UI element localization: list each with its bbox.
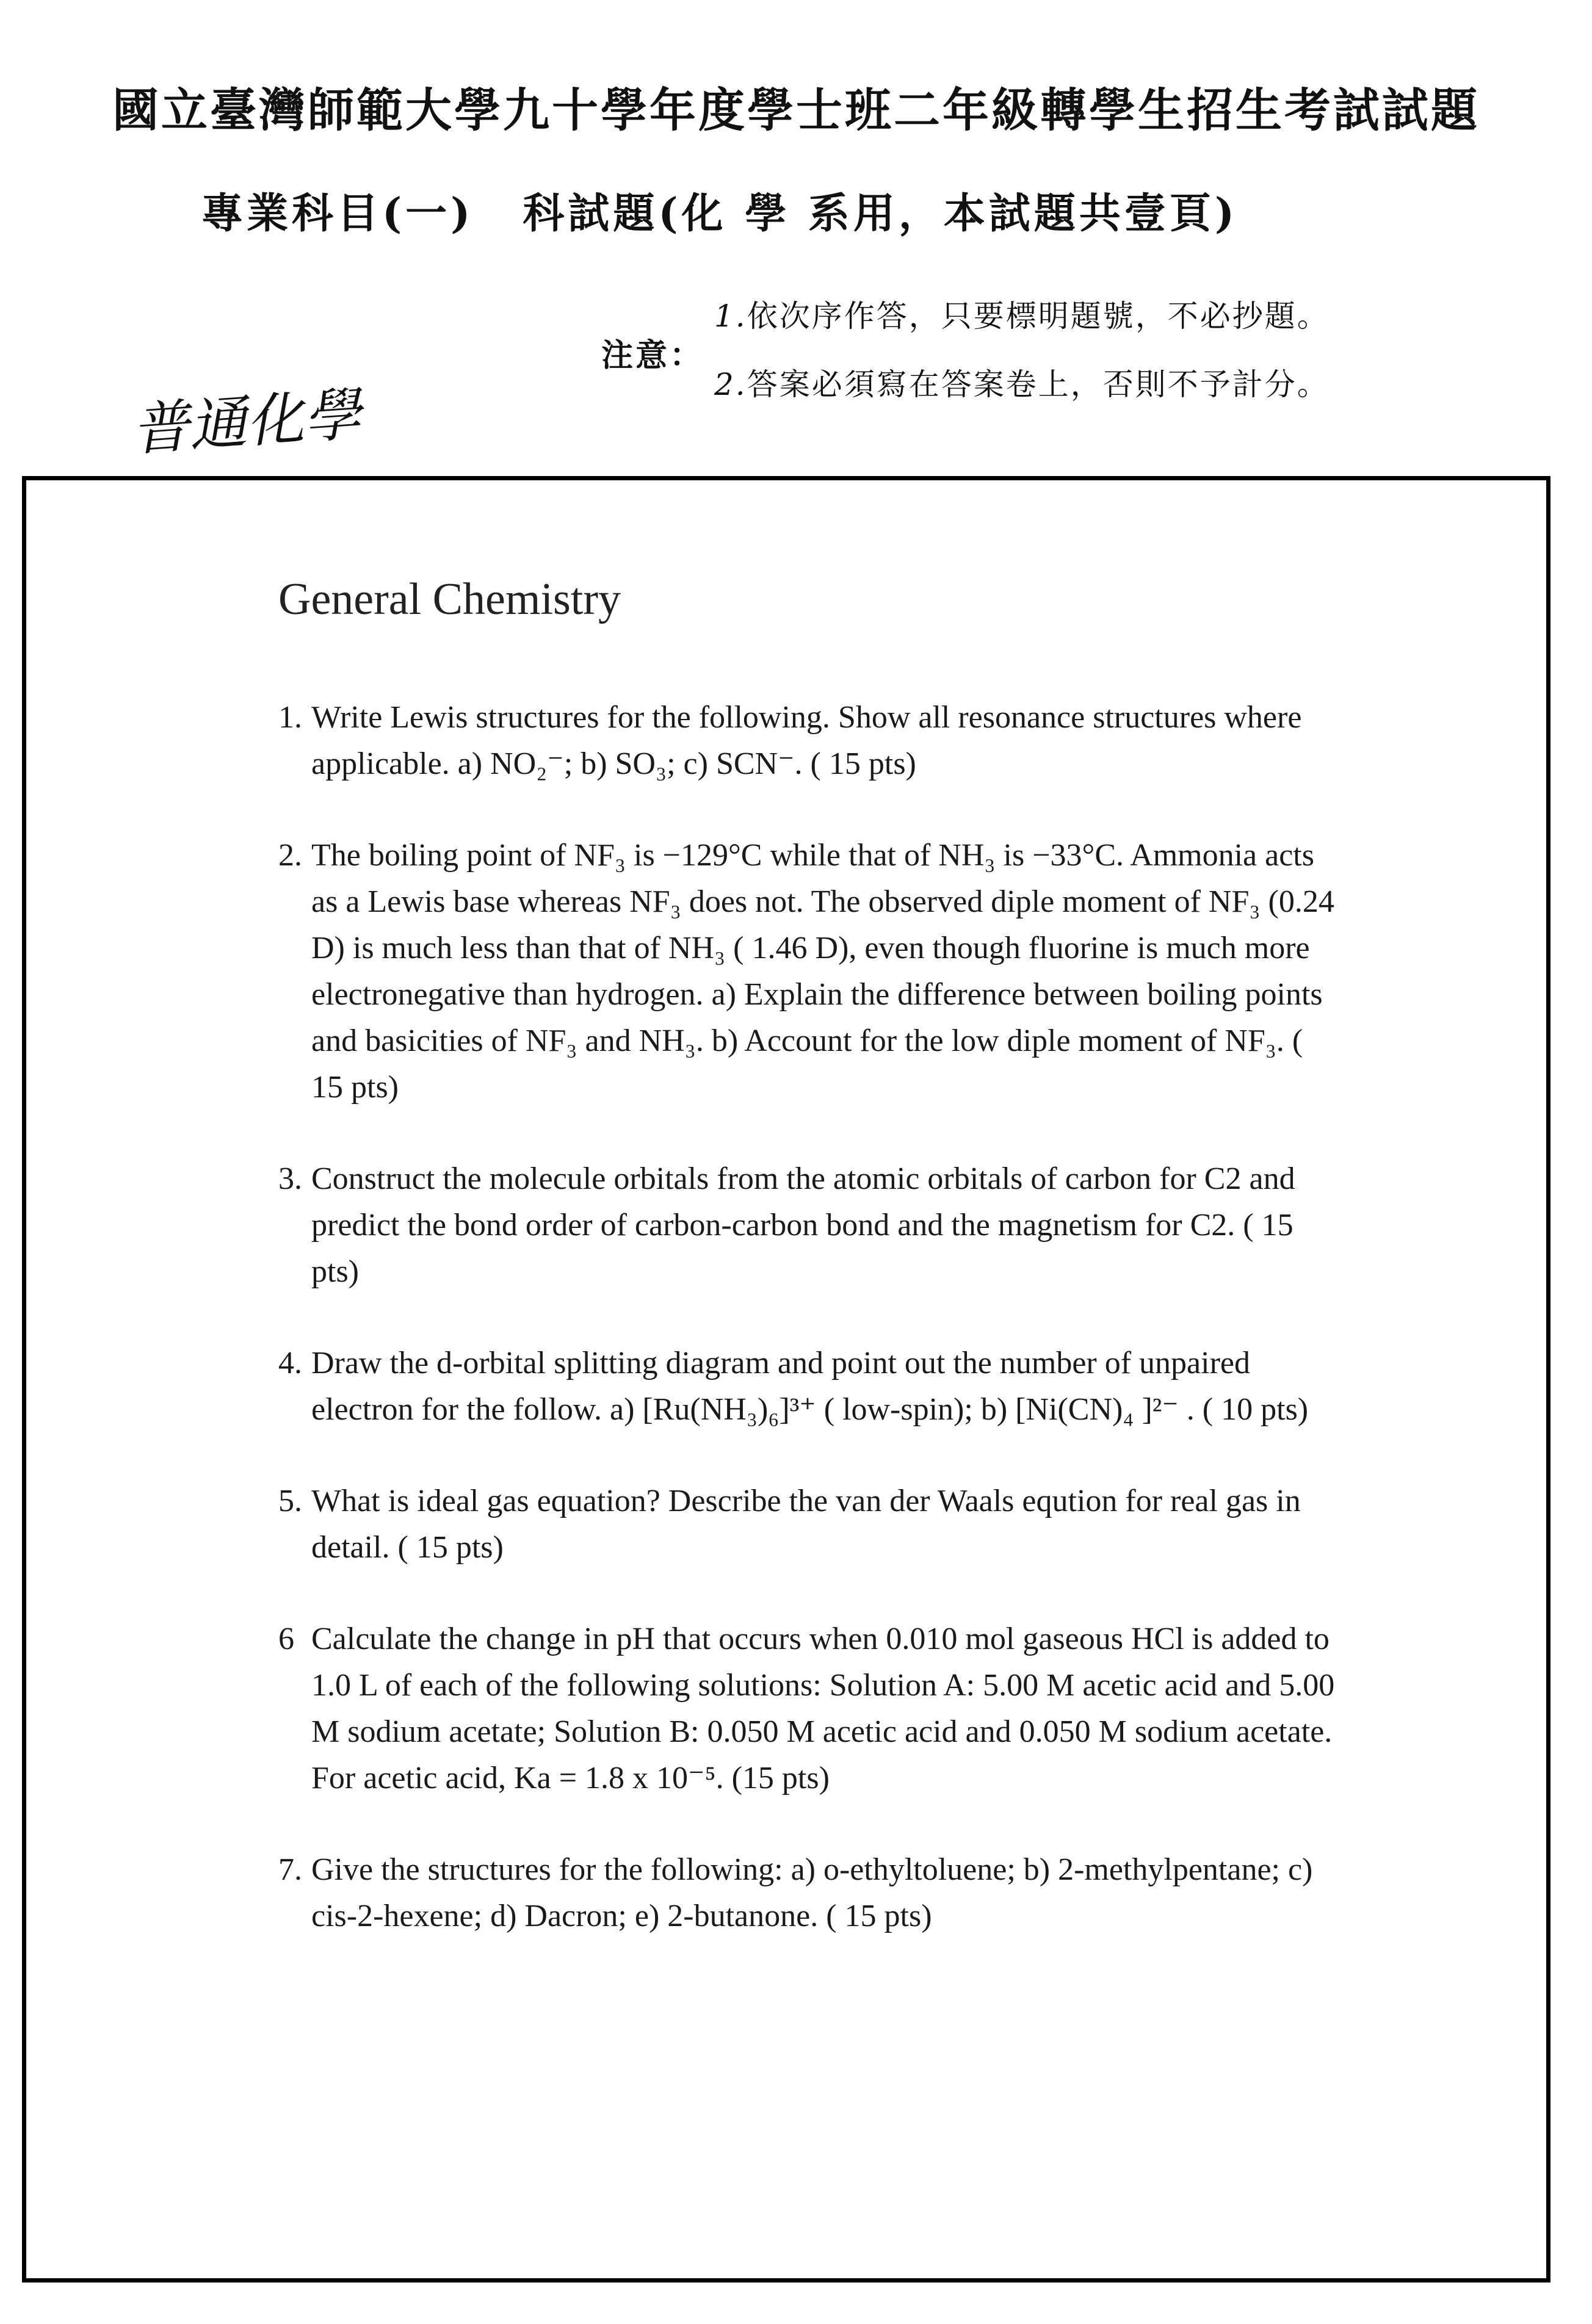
- question-number: 2.: [278, 838, 302, 873]
- handwritten-note: 普通化學: [129, 381, 363, 464]
- question-text: Draw the d-orbital splitting diagram and point out the number of unpaired electron for the follow. a) [Ru(NH₃)₆]³⁺ ( low-spin); b) [Ni(CN)₄ ]²⁻ . ( 10 pts): [311, 1346, 1309, 1427]
- question-text: Calculate the change in pH that occurs when 0.010 mol gaseous HCl is added to 1.0 L of each of the following solutions: Solution A: 5.00 M acetic acid and 5.00 M sodium acetate; Solution B: 0.050 M acetic acid and 0.050 M sodium acetate. For acetic acid, Ka = 1.8 x 10⁻⁵. (15 pts): [311, 1622, 1335, 1795]
- question-item: [278, 1156, 1341, 1295]
- question-number: 5.: [278, 1484, 302, 1518]
- notice-label: 注意：: [601, 337, 704, 374]
- section-title: General Chemistry: [278, 574, 621, 624]
- question-item: [278, 1340, 1341, 1433]
- notice-item: [714, 292, 1330, 336]
- exam-subtitle: [201, 181, 1238, 240]
- notice-text: 答案必須寫在答案卷上，否則不予計分。: [747, 367, 1330, 402]
- paper-info: 科試題(化 學 系用，本試題共壹頁): [523, 189, 1239, 238]
- exam-title: 國立臺灣師範大學九十學年度學士班二年級轉學生招生考試試題: [112, 83, 1480, 137]
- question-list: [278, 695, 1341, 1985]
- question-item: [278, 1478, 1341, 1571]
- question-number: 6: [278, 1622, 294, 1656]
- question-item: [278, 832, 1341, 1111]
- notice-number: 2.: [714, 367, 747, 402]
- question-item: [278, 1616, 1341, 1802]
- question-number: 7.: [278, 1852, 302, 1887]
- question-item: [278, 695, 1341, 787]
- question-number: 4.: [278, 1346, 302, 1380]
- question-text: The boiling point of NF₃ is −129°C while that of NH₃ is −33°C. Ammonia acts as a Lewis base whereas NF₃ does not. The observed diple moment of NF₃ (0.24 D) is much less than that of NH₃ ( 1.46 D), even though fluorine is much more electronegative than hydrogen. a) Explain the difference between boiling points and basicities of NF₃ and NH₃. b) Account for the low diple moment of NF₃. ( 15 pts): [311, 838, 1334, 1105]
- question-text: Write Lewis structures for the following. Show all resonance structures where applicable. a) NO₂⁻; b) SO₃; c) SCN⁻. ( 15 pts): [311, 700, 1302, 781]
- question-text: Construct the molecule orbitals from the atomic orbitals of carbon for C2 and predict the bond order of carbon-carbon bond and the magnetism for C2. ( 15 pts): [311, 1161, 1295, 1289]
- notice-number: 1.: [714, 298, 747, 334]
- question-number: 3.: [278, 1161, 302, 1196]
- question-item: [278, 1847, 1341, 1940]
- question-text: What is ideal gas equation? Describe the van der Waals eqution for real gas in detail. ( 15 pts): [311, 1484, 1301, 1565]
- notice-item: [714, 360, 1330, 404]
- notice-text: 依次序作答，只要標明題號，不必抄題。: [747, 298, 1330, 334]
- question-number: 1.: [278, 700, 302, 735]
- subject-label: 專業科目(一): [201, 189, 474, 238]
- question-text: Give the structures for the following: a) o-ethyltoluene; b) 2-methylpentane; c) cis-2-hexene; d) Dacron; e) 2-butanone. ( 15 pts): [311, 1852, 1313, 1933]
